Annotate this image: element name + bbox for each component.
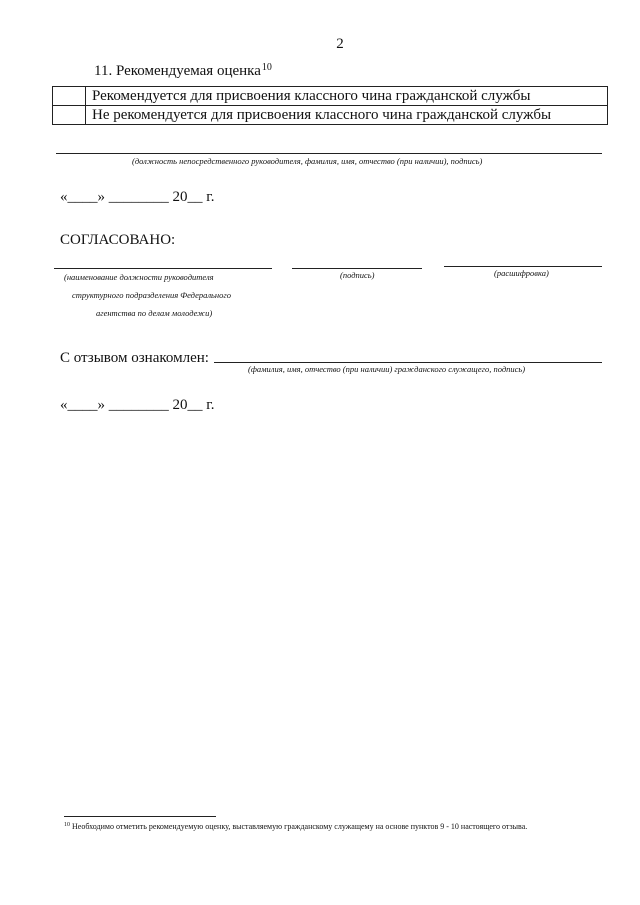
footnote-marker: 10 [64, 822, 70, 828]
footnote-ref: 10 [261, 62, 272, 73]
rating-row-not-recommended [53, 106, 608, 125]
rating-row-recommended [53, 87, 608, 106]
supervisor-hint: (должность непосредственного руководителя, фамилия, имя, отчество (при наличии), подпись) [132, 156, 483, 166]
date-line-2[interactable]: «____» ________ 20__ г. [60, 397, 215, 413]
rating-label-recommended: Рекомендуется для присвоения классного чина гражданской службы [86, 87, 608, 106]
approval-title: СОГЛАСОВАНО: [60, 232, 176, 248]
approval-position-hint-2: структурного подразделения Федерального [72, 290, 231, 300]
acknowledgment-label: С отзывом ознакомлен: [60, 350, 209, 366]
supervisor-signature-line[interactable] [56, 153, 602, 154]
rating-checkbox-recommended[interactable] [53, 87, 86, 106]
footnote [64, 822, 527, 831]
approval-position-hint-3: агентства по делам молодежи) [96, 308, 213, 318]
approval-signature-line[interactable] [292, 268, 422, 269]
footnote-separator [64, 816, 216, 817]
date-line-1[interactable]: «____» ________ 20__ г. [60, 189, 215, 205]
rating-table [52, 86, 608, 125]
approval-signature-hint: (подпись) [340, 270, 375, 280]
acknowledgment-hint: (фамилия, имя, отчество (при наличии) гражданского служащего, подпись) [248, 364, 526, 374]
approval-position-hint-1: (наименование должности руководителя [64, 272, 214, 282]
rating-checkbox-not-recommended[interactable] [53, 106, 86, 125]
page-number: 2 [336, 36, 344, 52]
approval-decoding-hint: (расшифровка) [494, 268, 549, 278]
section-title [94, 62, 272, 80]
footnote-text: Необходимо отметить рекомендуемую оценку, выставляемую гражданскому служащему на основе пунктов 9 - 10 настоящего отзыва. [72, 822, 528, 831]
section-title-text: 11. Рекомендуемая оценка [94, 63, 261, 79]
acknowledgment-line[interactable] [214, 362, 602, 363]
approval-position-line[interactable] [54, 268, 272, 269]
approval-decoding-line[interactable] [444, 266, 602, 267]
rating-label-not-recommended: Не рекомендуется для присвоения классного чина гражданской службы [86, 106, 608, 125]
